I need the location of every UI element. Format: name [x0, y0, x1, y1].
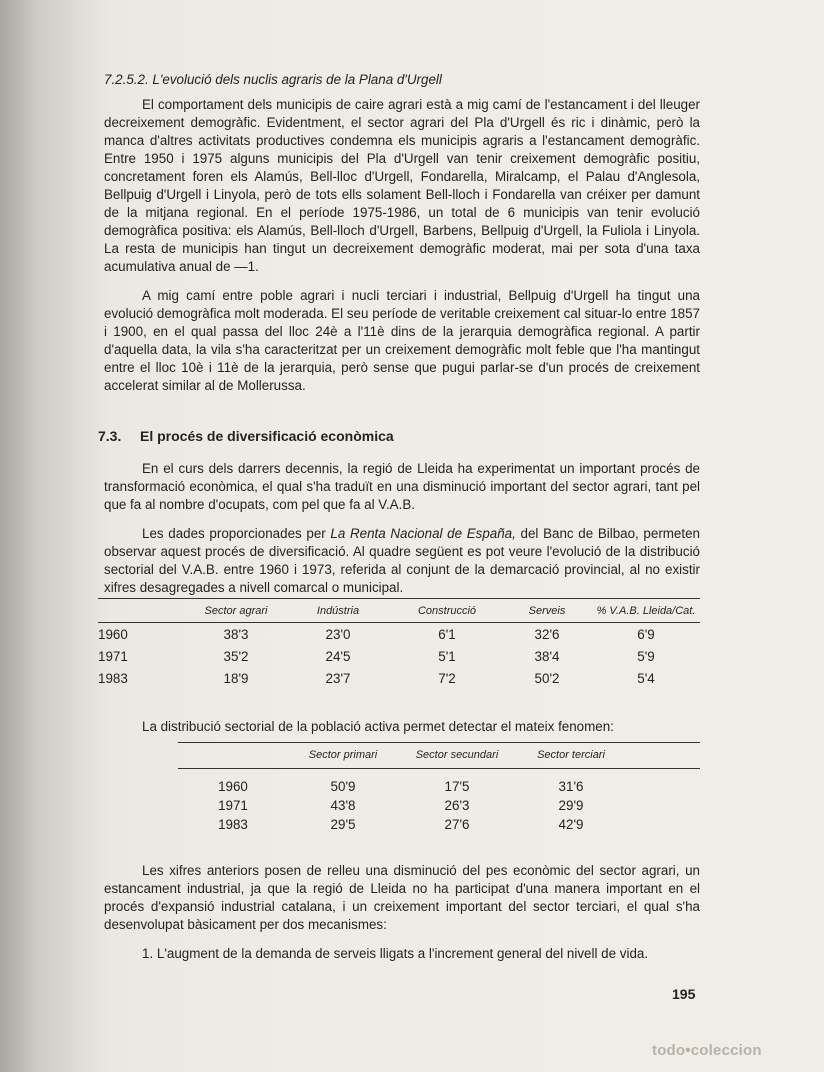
table-cell: 29'9	[558, 798, 584, 813]
vab-table	[98, 598, 700, 689]
table-header-row	[178, 743, 700, 769]
paragraph: En el curs dels darrers decennis, la regió de Lleida ha experimentat un important procés de transformació econòmica, el qual s'ha traduït en una disminució important del sector agrari, tant pel que fa al nombre d'ocupats, com pel que fa al V.A.B.	[104, 461, 700, 512]
table-cell: 5'9	[637, 648, 655, 664]
table-cell: 38'3	[223, 626, 249, 642]
table-cell: 5'4	[637, 670, 655, 686]
watermark-dot: •	[685, 1042, 691, 1059]
table-cell: 6'9	[637, 626, 655, 642]
table-cell: 17'5	[444, 779, 470, 794]
column-header: Serveis	[502, 599, 592, 623]
section-number: 7.3.	[98, 428, 122, 444]
table-cell: 50'2	[534, 670, 560, 686]
table-row	[98, 623, 700, 646]
table-cell: 23'0	[325, 626, 351, 642]
table-row	[178, 815, 700, 834]
table-cell: 7'2	[438, 670, 456, 686]
table-cell: 43'8	[330, 798, 356, 813]
table-cell: 5'1	[438, 648, 456, 664]
text-block-b	[104, 460, 700, 597]
column-header: Sector terciari	[516, 743, 626, 769]
column-header	[98, 599, 188, 623]
spacer-row	[178, 769, 700, 778]
table-cell: 6'1	[438, 626, 456, 642]
column-header: % V.A.B. Lleida/Cat.	[592, 599, 700, 623]
section-title: El procés de diversificació econòmica	[140, 428, 394, 444]
watermark-part: coleccion	[690, 1042, 762, 1059]
text-block-c	[104, 862, 700, 963]
table-row	[178, 796, 700, 815]
year-cell: 1960	[218, 779, 248, 794]
column-header: Sector agrari	[188, 599, 284, 623]
active-population-table	[178, 742, 700, 834]
table-cell-blank	[626, 815, 700, 834]
section-heading	[98, 428, 394, 444]
column-header: Sector secundari	[398, 743, 516, 769]
paragraph: El comportament dels municipis de caire agrari està a mig camí de l'estancament i del lleuger decreixement demogràfic. Evidentment, el sector agrari del Pla d'Urgell és ric i dinàmic, però la manca d'altres activitats productives condemna els municipis agraris a l'estancament demogràfic. Entre 1950 i 1975 alguns municipis del Pla d'Urgell van tenir creixement demogràfic positiu, concretament foren els Alamús, Bell-lloc d'Urgell, Fondarella, Miralcamp, el Palau d'Anglesola, Bellpuig d'Urgell i Linyola, però de tots ells solament Bell-lloch i Fondarella van créixer per damunt de la mitjana regional. En el període 1975-1986, un total de 6 municipis van tenir evolució demogràfica positiva: els Alamús, Bell-lloch d'Urgell, Barbens, Bellpuig d'Urgell, la Fuliola i Linyola. La resta de municipis han tingut un decreixement demogràfic moderat, mai per sota d'una taxa acumulativa anual de —1.	[104, 97, 700, 274]
table-cell: 27'6	[444, 817, 470, 832]
subsection-heading: 7.2.5.2. L'evolució dels nuclis agraris de la Plana d'Urgell	[104, 72, 442, 87]
paragraph-source	[104, 525, 700, 597]
watermark-logo	[652, 1042, 762, 1059]
column-header-blank	[626, 743, 700, 769]
table-cell: 18'9	[223, 670, 249, 686]
table-cell: 38'4	[534, 648, 560, 664]
table-row	[98, 645, 700, 667]
table-header-row	[98, 599, 700, 623]
paragraph: Les xifres anteriors posen de relleu una disminució del pes econòmic del sector agrari, un estancament industrial, ja que la regió de Lleida no ha participat d'una manera important en el procés d'expansió industrial catalana, i un creixement important del sector terciari, el qual s'ha desenvolupat bàsicament per dos mecanismes:	[104, 863, 700, 932]
source-title: La Renta Nacional de España,	[330, 526, 516, 541]
year-cell: 1971	[218, 798, 248, 813]
column-header: Construcció	[392, 599, 502, 623]
table-cell: 32'6	[534, 626, 560, 642]
table-cell: 50'9	[330, 779, 356, 794]
list-paragraph: 1. L'augment de la demanda de serveis lligats a l'increment general del nivell de vida.	[142, 946, 649, 961]
table-cell: 26'3	[444, 798, 470, 813]
paragraph: A mig camí entre poble agrari i nucli terciari i industrial, Bellpuig d'Urgell ha tingut una evolució demogràfica molt moderada. El seu període de veritable creixement cal situar-lo entre 1857 i 1900, en el qual passa del lloc 24è a l'11è dins de la jerarquia demogràfica regional. A partir d'aquella data, la vila s'ha caracteritzat per un creixement demogràfic molt feble que l'ha mantingut entre el lloc 10è i 11è de la jerarquia, però sense que pugui parlar-se d'un procés de creixement accelerat similar al de Mollerussa.	[104, 288, 700, 393]
year-cell: 1960	[98, 626, 128, 642]
column-header: Sector primari	[288, 743, 398, 769]
column-header	[178, 743, 288, 769]
year-cell: 1983	[98, 670, 128, 686]
text-between-tables	[104, 718, 700, 736]
table-cell-blank	[626, 796, 700, 815]
text-block-a	[104, 96, 700, 395]
table-row	[178, 777, 700, 796]
paragraph: La distribució sectorial de la població activa permet detectar el mateix fenomen:	[142, 719, 614, 734]
page-number: 195	[672, 986, 696, 1002]
table-cell: 35'2	[223, 648, 249, 664]
watermark-part: todo	[652, 1042, 686, 1059]
spacer-cell	[178, 769, 700, 778]
table-row	[98, 667, 700, 689]
table-cell: 23'7	[325, 670, 351, 686]
table-cell: 24'5	[325, 648, 351, 664]
column-header: Indústria	[284, 599, 392, 623]
table-cell: 29'5	[330, 817, 356, 832]
year-cell: 1983	[218, 817, 248, 832]
year-cell: 1971	[98, 648, 128, 664]
table-cell-blank	[626, 777, 700, 796]
table-cell: 31'6	[558, 779, 584, 794]
source-text-after: del Banc de Bilbao, permeten observar aquest procés de diversificació. Al quadre següent es pot veure l'evolució de la distribució sectorial del V.A.B. entre 1960 i 1973, referida al conjunt de la demarcació provincial, al no existir xifres desagregades a nivell comarcal o municipal.	[104, 526, 700, 595]
source-text-before: Les dades proporcionades per	[142, 526, 331, 541]
table-cell: 42'9	[558, 817, 584, 832]
